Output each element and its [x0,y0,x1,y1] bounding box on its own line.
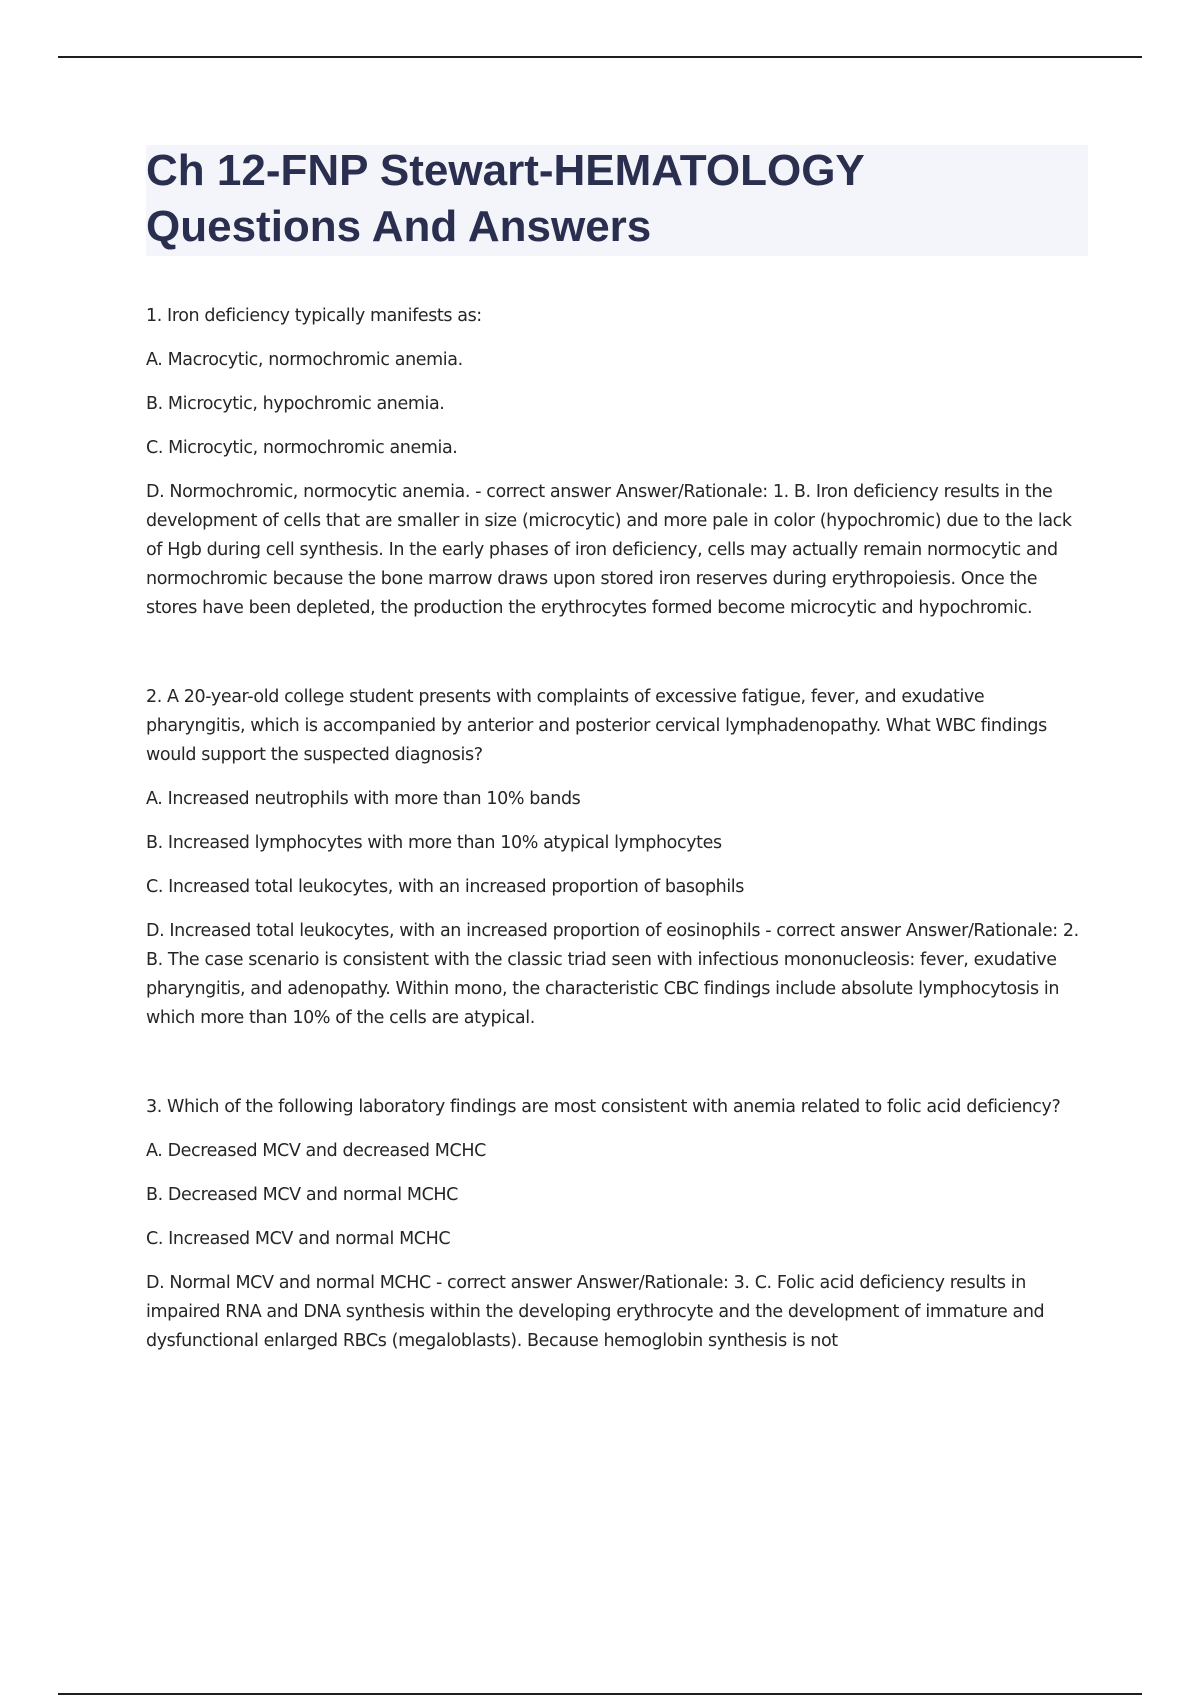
option-b: B. Increased lymphocytes with more than 10% atypical lymphocytes [146,833,722,853]
option-b: B. Microcytic, hypochromic anemia. [146,394,445,414]
title-line-2: Questions And Answers [146,202,652,251]
option-a: A. Macrocytic, normochromic anemia. [146,350,463,370]
option-d-with-rationale: D. Increased total leukocytes, with an increased proportion of eosinophils - correct answer Answer/Rationale: 2. B. The case scenario is consistent with the classic triad seen with infectious mononucleosis: fever, exudative pharyngitis, and adenopathy. Within mono, the characteristic CBC findings include absolute lymphocytosis in which more than 10% of the cells are atypical. [146,921,1079,1028]
option-d-with-rationale: D. Normochromic, normocytic anemia. - correct answer Answer/Rationale: 1. B. Iron deficiency results in the development of cells that are smaller in size (microcytic) and more pale in color (hypochromic) due to the lack of Hgb during cell synthesis. In the early phases of iron deficiency, cells may actually remain normocytic and normochromic because the bone marrow draws upon stored iron reserves during erythropoiesis. Once the stores have been depleted, the production the erythrocytes formed become microcytic and hypochromic. [146,482,1072,618]
option-d-with-rationale: D. Normal MCV and normal MCHC - correct answer Answer/Rationale: 3. C. Folic acid deficiency results in impaired RNA and DNA synthesis within the developing erythrocyte and the development of immature and dysfunctional enlarged RBCs (megaloblasts). Because hemoglobin synthesis is not [146,1273,1045,1351]
question-1 [146,302,1086,623]
question-list [146,302,1086,1416]
question-3 [146,1093,1086,1356]
option-a: A. Decreased MCV and decreased MCHC [146,1141,486,1161]
document-title [146,143,865,255]
question-text: 1. Iron deficiency typically manifests as: [146,306,482,326]
question-text: 2. A 20-year-old college student presents with complaints of excessive fatigue, fever, and exudative pharyngitis, which is accompanied by anterior and posterior cervical lymphadenopathy. What WBC findings would support the suspected diagnosis? [146,687,1047,765]
question-text: 3. Which of the following laboratory findings are most consistent with anemia related to folic acid deficiency? [146,1097,1061,1117]
question-2 [146,683,1086,1033]
option-c: C. Increased total leukocytes, with an increased proportion of basophils [146,877,744,897]
title-line-1: Ch 12-FNP Stewart-HEMATOLOGY [146,146,865,195]
option-c: C. Increased MCV and normal MCHC [146,1229,451,1249]
option-b: B. Decreased MCV and normal MCHC [146,1185,458,1205]
top-rule [58,56,1142,58]
bottom-rule [58,1693,1142,1695]
option-a: A. Increased neutrophils with more than 10% bands [146,789,581,809]
option-c: C. Microcytic, normochromic anemia. [146,438,458,458]
